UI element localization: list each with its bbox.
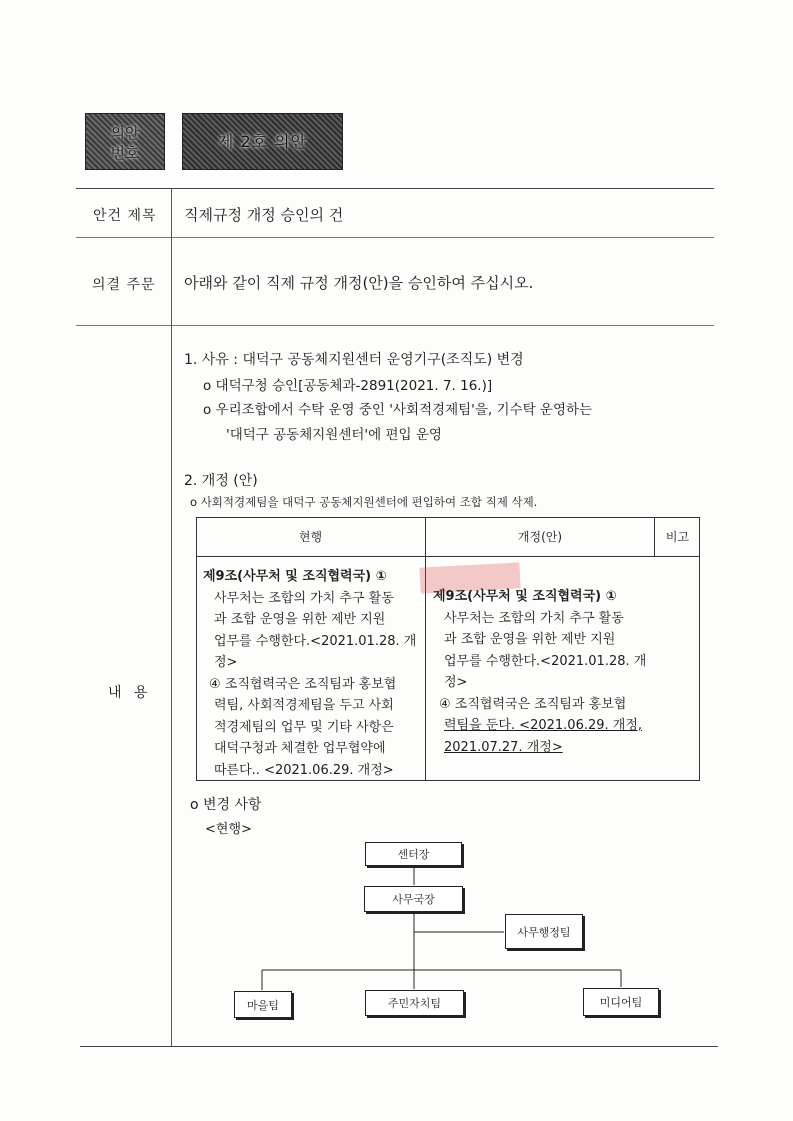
revised-line-5: ④ 조직협력국은 조직팀과 홍보협 bbox=[439, 696, 627, 712]
subject-label: 안건 제목 bbox=[93, 208, 157, 224]
revised-heading: 제9조(사무처 및 조직협력국) ① bbox=[433, 589, 617, 604]
current-line-4: 정> bbox=[214, 655, 238, 670]
current-line-7: 적경제팀의 업무 및 기타 사항은 bbox=[214, 719, 394, 735]
section1-bullet1: o 대덕구청 승인[공동체과-2891(2021. 7. 16.)] bbox=[203, 378, 493, 394]
section1-bullet2-cont: '대덕구 공동체지원센터'에 편입 운영 bbox=[226, 427, 442, 443]
current-line-5: ④ 조직협력국은 조직팀과 홍보협 bbox=[209, 676, 397, 692]
current-line-1: 사무처는 조합의 가치 추구 활동 bbox=[214, 590, 394, 606]
revised-line-3: 업무를 수행한다.<2021.01.28. 개 bbox=[444, 653, 647, 669]
badge-label-line1: 의안 bbox=[110, 124, 140, 142]
current-heading: 제9조(사무처 및 조직협력국) ① bbox=[203, 569, 387, 584]
revised-line-7: 2021.07.27. 개정> bbox=[444, 739, 563, 755]
section2-note: o 사회적경제팀을 대덕구 공동체지원센터에 편입하여 조합 직제 삭제. bbox=[190, 495, 538, 509]
table-header-note: 비고 bbox=[665, 530, 690, 544]
badge-label-line2: 번호 bbox=[110, 144, 140, 162]
current-line-2: 과 조합 운영을 위한 제반 지원 bbox=[214, 612, 386, 627]
current-label: <현행> bbox=[205, 822, 252, 837]
revised-line-1: 사무처는 조합의 가치 추구 활동 bbox=[444, 610, 624, 626]
badge-title: 제 2호 의안 bbox=[217, 132, 308, 151]
content-label: 내 용 bbox=[108, 685, 152, 701]
org-box-media-team: 미디어팀 bbox=[583, 988, 659, 1016]
section1-title: 1. 사유 : 대덕구 공동체지원센터 운영기구(조직도) 변경 bbox=[184, 352, 524, 368]
revised-line-4: 정> bbox=[444, 675, 468, 690]
org-box-admin-team: 사무행정팀 bbox=[505, 914, 583, 949]
order-label: 의결 주문 bbox=[92, 277, 156, 293]
org-box-village-team: 마을팀 bbox=[234, 991, 292, 1018]
section2-title: 2. 개정 (안) bbox=[184, 473, 258, 489]
current-line-8: 대덕구청과 체결한 업무협약에 bbox=[214, 741, 386, 756]
org-box-secretary-general: 사무국장 bbox=[364, 886, 463, 912]
section1-bullet2: o 우리조합에서 수탁 운영 중인 '사회적경제팀'을, 기수탁 운영하는 bbox=[203, 402, 593, 418]
revised-line-2: 과 조합 운영을 위한 제반 지원 bbox=[444, 632, 616, 647]
order-value: 아래와 같이 직제 규정 개정(안)을 승인하여 주십시오. bbox=[184, 274, 534, 292]
table-header-current: 현행 bbox=[298, 530, 323, 544]
subject-value: 직제규정 개정 승인의 건 bbox=[184, 206, 344, 224]
changes-title: o 변경 사항 bbox=[190, 797, 262, 813]
org-box-resident-autonomy-team: 주민자치팀 bbox=[365, 990, 464, 1016]
current-line-6: 력팀, 사회적경제팀을 두고 사회 bbox=[214, 698, 394, 713]
current-line-9: 따른다.. <2021.06.29. 개정> bbox=[214, 762, 394, 778]
revised-line-6: 력팀을 둔다. <2021.06.29. 개정, bbox=[444, 718, 643, 733]
current-line-3: 업무를 수행한다.<2021.01.28. 개 bbox=[214, 633, 417, 649]
org-box-director: 센터장 bbox=[365, 842, 462, 866]
table-header-revised: 개정(안) bbox=[517, 530, 563, 544]
